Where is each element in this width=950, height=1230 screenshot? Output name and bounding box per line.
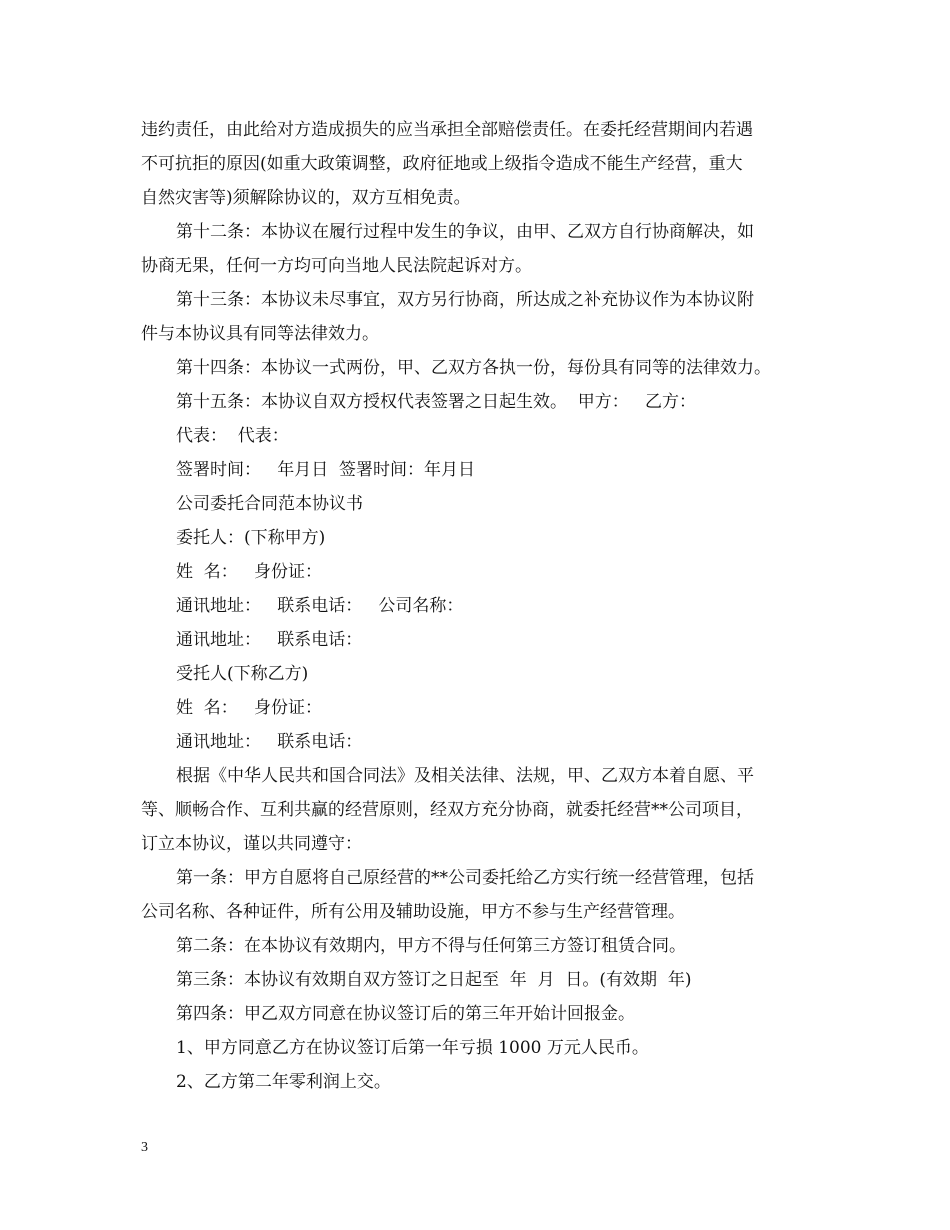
- page-number: 3: [141, 1140, 148, 1155]
- text-line: 通讯地址： 联系电话：: [176, 630, 363, 650]
- text-line: 1、甲方同意乙方在协议签订后第一年亏损 1000 万元人民币。: [176, 1038, 649, 1058]
- text-line: 第十四条：本协议一式两份，甲、乙双方各执一份，每份具有同等的法律效力。: [176, 358, 771, 378]
- text-line: 第四条：甲乙双方同意在协议签订后的第三年开始计回报金。: [176, 1004, 635, 1024]
- text-line: 公司名称、各种证件，所有公用及辅助设施，甲方不参与生产经营管理。: [141, 902, 685, 922]
- text-line: 公司委托合同范本协议书: [176, 494, 363, 514]
- text-line: 姓 名： 身份证：: [176, 562, 323, 582]
- text-line: 第十二条：本协议在履行过程中发生的争议，由甲、乙双方自行协商解决，如: [176, 222, 754, 242]
- text-line: 通讯地址： 联系电话：: [176, 732, 363, 752]
- text-line: 第十三条：本协议未尽事宜，双方另行协商，所达成之补充协议作为本协议附: [176, 290, 754, 310]
- text-line: 第二条：在本协议有效期内，甲方不得与任何第三方签订租赁合同。: [176, 936, 686, 956]
- text-line: 2、乙方第二年零利润上交。: [176, 1072, 391, 1092]
- text-line: 委托人：(下称甲方): [176, 528, 326, 548]
- text-line: 第十五条：本协议自双方授权代表签署之日起生效。 甲方： 乙方：: [176, 392, 697, 412]
- text-line: 订立本协议，谨以共同遵守：: [141, 834, 362, 854]
- text-line: 第三条：本协议有效期自双方签订之日起至 年 月 日。(有效期 年): [176, 970, 692, 990]
- text-line: 第一条：甲方自愿将自己原经营的**公司委托给乙方实行统一经营管理，包括: [176, 868, 754, 888]
- text-line: 姓 名： 身份证：: [176, 698, 323, 718]
- text-line: 件与本协议具有同等法律效力。: [141, 324, 379, 344]
- text-line: 协商无果，任何一方均可向当地人民法院起诉对方。: [141, 256, 532, 276]
- text-line: 自然灾害等)须解除协议的，双方互相免责。: [141, 188, 471, 208]
- text-line: 受托人(下称乙方): [176, 664, 309, 684]
- text-line: 签署时间： 年月日 签署时间：年月日: [176, 460, 476, 480]
- text-line: 代表： 代表：: [176, 426, 289, 446]
- text-line: 根据《中华人民共和国合同法》及相关法律、法规，甲、乙双方本着自愿、平: [176, 766, 754, 786]
- text-line: 不可抗拒的原因(如重大政策调整，政府征地或上级指令造成不能生产经营，重大: [141, 154, 743, 174]
- text-line: 通讯地址： 联系电话： 公司名称：: [176, 596, 464, 616]
- text-line: 违约责任，由此给对方造成损失的应当承担全部赔偿责任。在委托经营期间内若遇: [141, 120, 753, 140]
- document-body: [141, 113, 821, 1099]
- text-line: 等、顺畅合作、互利共赢的经营原则，经双方充分协商，就委托经营**公司项目，: [141, 800, 753, 820]
